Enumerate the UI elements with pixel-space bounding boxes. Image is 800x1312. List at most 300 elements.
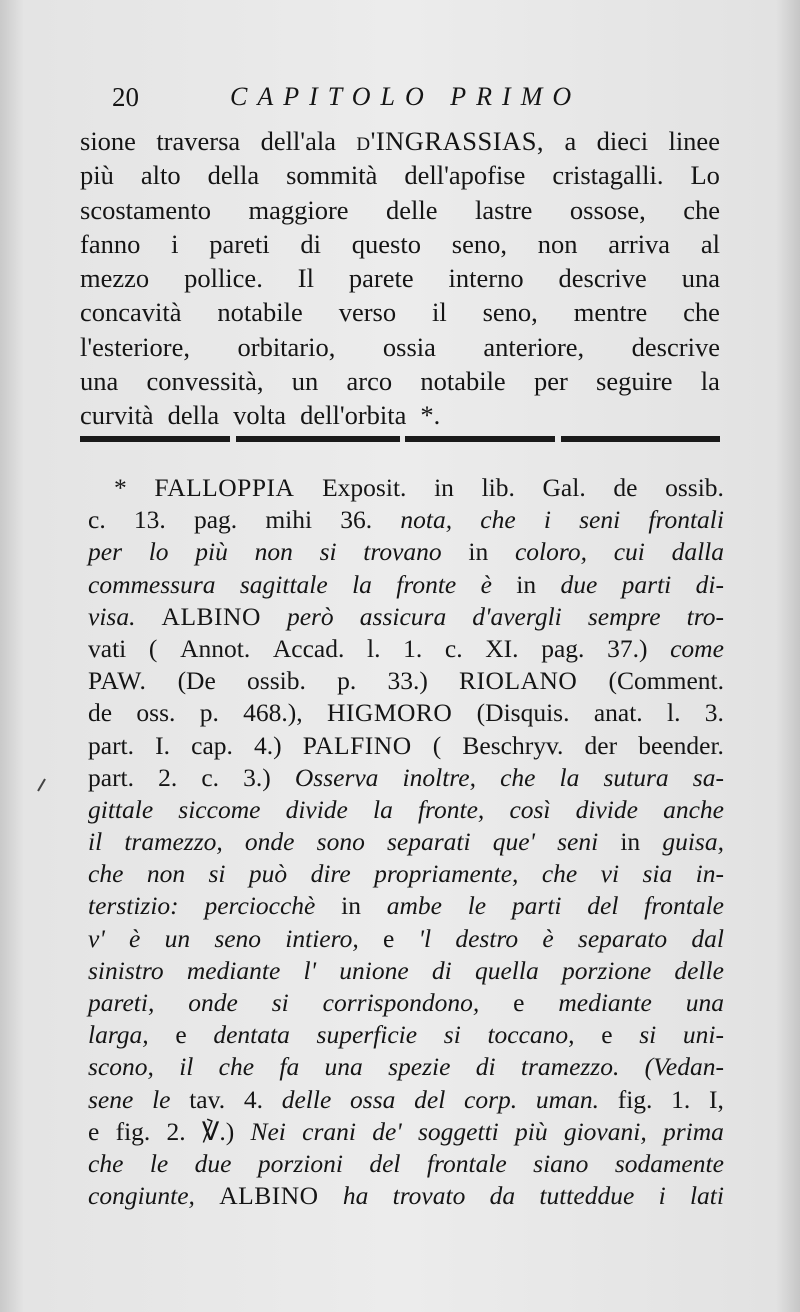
footnote-word: ℣.) (201, 1116, 235, 1146)
footnote-word: che (480, 505, 516, 535)
footnote-word: destro (455, 923, 519, 953)
footnote-word: del (414, 1084, 446, 1114)
word: a (564, 126, 577, 156)
footnote-word: seni (579, 505, 621, 535)
word: traversa (156, 126, 241, 156)
text-line (80, 124, 720, 158)
footnote-word: parti (621, 569, 672, 599)
footnote-word: però (286, 601, 334, 631)
word: l'esteriore, (80, 331, 190, 362)
word: più (80, 160, 114, 191)
footnote-word: Beschryv. (462, 730, 564, 760)
footnote-word: (Vedan- (644, 1052, 724, 1082)
footnote-word: (Comment. (608, 666, 724, 696)
page-header (112, 82, 730, 122)
footnote-word: ( (148, 633, 158, 663)
footnote-word: crani (302, 1116, 356, 1146)
footnote-word: uman. (535, 1084, 599, 1114)
footnote-word: gittale (88, 794, 154, 824)
word: seguire (596, 366, 673, 397)
footnote-word: del (369, 1148, 401, 1178)
footnote-word: I. (155, 730, 171, 760)
word: per (533, 366, 568, 397)
footnote-word: toccano, (487, 1020, 575, 1050)
footnote-word: Osserva (294, 762, 379, 792)
word: sommità (286, 160, 378, 191)
word: pareti (209, 228, 270, 259)
footnote-word: 4. (243, 1084, 263, 1114)
footnote-word: visa. (88, 601, 136, 631)
text-line (80, 295, 720, 329)
footnote-word: quella (474, 955, 539, 985)
footnote-word: 33.) (387, 666, 428, 696)
footnote-word: che (218, 1052, 255, 1082)
footnote-word: sagittale (239, 569, 328, 599)
footnote-word: (Disquis. (476, 698, 570, 728)
footnote-word: lati (689, 1181, 724, 1211)
word: dell'ala (260, 126, 336, 156)
footnote-word: delle (674, 955, 724, 985)
footnote-word: tramezzo, (124, 827, 223, 857)
footnote-word: larga, (88, 1020, 149, 1050)
footnote-line (88, 730, 724, 762)
footnote-word: de' (372, 1116, 402, 1146)
footnote-line (88, 794, 724, 826)
word: il (431, 297, 447, 328)
footnote-line (88, 504, 724, 536)
footnote-line (88, 1148, 724, 1180)
footnote-word: trovato (392, 1181, 466, 1211)
footnote-line (88, 601, 724, 633)
word: una (80, 366, 119, 397)
footnote-word: intiero, (285, 923, 359, 953)
footnote-word: in (620, 827, 641, 857)
footnote-word: perciocchè (204, 891, 316, 921)
footnote-word: nota, (400, 505, 453, 535)
footnote-word: ALBINO (219, 1181, 319, 1211)
word: un (291, 366, 319, 397)
footnote-word: anat. (593, 698, 643, 728)
footnote-word: delle (281, 1084, 332, 1114)
word: fanno (80, 228, 141, 259)
word: lastre (475, 194, 533, 225)
footnote-line (88, 826, 724, 858)
word: che (683, 194, 720, 225)
footnote-word: è (480, 569, 492, 599)
footnote-word: dalla (671, 537, 724, 567)
footnote-word: e (601, 1020, 613, 1050)
footnote-word: uni- (682, 1020, 724, 1050)
footnote-word: dal (691, 923, 724, 953)
word: concavità (80, 297, 182, 328)
footnote-word: per (88, 537, 122, 567)
footnote-word: più (515, 1116, 548, 1146)
word: convessità, (146, 366, 264, 397)
footnote-word: spezie (388, 1052, 451, 1082)
footnote-word: 468.), (243, 698, 303, 728)
footnote-word: inoltre, (402, 762, 476, 792)
footnote-word: (De (177, 666, 216, 696)
footnote-line (88, 858, 724, 890)
footnote-word: due (560, 569, 598, 599)
footnote-word: fronte (396, 569, 457, 599)
footnote-word: le (467, 891, 487, 921)
footnote-word: di (475, 1052, 496, 1082)
text-line (80, 261, 720, 295)
page-number: 20 (112, 82, 139, 112)
footnote-word: l. (667, 698, 681, 728)
footnote-word: frontale (644, 891, 724, 921)
footnote-word: sia (642, 859, 673, 889)
footnote-word: ( (432, 730, 442, 760)
word: mezzo (80, 263, 150, 294)
footnote-word: congiunte, (88, 1181, 195, 1211)
word: di (300, 228, 322, 259)
footnote-word: superficie (316, 1020, 418, 1050)
footnote-word: p. (199, 698, 219, 728)
footnote-word: de (88, 698, 113, 728)
footnote-word: come (670, 633, 724, 663)
footnote-word: si (443, 1020, 461, 1050)
footnote-word: tav. (189, 1084, 226, 1114)
footnote-line (88, 1019, 724, 1051)
word: la (700, 366, 720, 397)
footnote-word: si (271, 988, 289, 1017)
footnote-word: si (319, 537, 337, 567)
footnote-word: è (129, 923, 141, 953)
footnote-line (88, 697, 724, 729)
footnote-word: HIGMORO (327, 698, 453, 728)
word: ossia (382, 331, 436, 362)
word: volta (233, 400, 287, 431)
footnote-word: c. (88, 505, 106, 535)
footnote-word: i (543, 505, 551, 535)
footnote-word: onde (188, 988, 238, 1017)
footnote-line (88, 1116, 724, 1148)
footnote-word: che (88, 859, 124, 889)
word: interno (448, 263, 524, 294)
footnote-word: ossa (350, 1084, 396, 1114)
footnote-word: le (149, 1148, 169, 1178)
word: arco (346, 366, 393, 397)
footnote-word: d'avergli (472, 601, 562, 631)
word: al (700, 228, 720, 259)
footnote-word: soggetti (418, 1116, 499, 1146)
footnote-line (88, 1084, 724, 1116)
running-title: CAPITOLO PRIMO (230, 82, 582, 111)
footnote-word: porzione (561, 955, 652, 985)
footnote-word: Gal. (542, 473, 586, 502)
footnote-word: si (208, 859, 226, 889)
footnote-word: del (587, 891, 619, 921)
footnote-word: e (513, 988, 525, 1017)
footnote-word: l. (367, 633, 381, 663)
footnote-word: il (179, 1052, 194, 1082)
footnote-word: guisa, (662, 827, 724, 857)
footnote-word: XI. (485, 633, 519, 663)
footnote-word: tro- (686, 601, 724, 631)
footnote-word: pag. (193, 505, 238, 535)
footnote-line (88, 536, 724, 568)
word: della (207, 160, 260, 191)
footnote-word: 36. (340, 505, 373, 535)
footnote-line (88, 1051, 724, 1083)
footnote-line (88, 665, 724, 697)
footnote-word: dentata (213, 1020, 290, 1050)
footnote-word: porzioni (257, 1148, 343, 1178)
footnote-word: mihi (265, 505, 313, 535)
footnote-word: in (516, 569, 537, 599)
footnote-word: RIOLANO (459, 666, 578, 696)
footnote-word: di (431, 955, 452, 985)
word: delle (386, 194, 438, 225)
word: una (681, 263, 720, 294)
footnote-word: dire (310, 859, 351, 889)
footnote-word: lib. (481, 473, 515, 502)
footnote-word: 1. (403, 633, 423, 663)
footnote-word: di- (695, 569, 724, 599)
word: notabile (420, 366, 506, 397)
footnote-word: siano (533, 1148, 589, 1178)
text-line (80, 364, 720, 398)
footnote-word: fig. (115, 1116, 151, 1146)
footnote-word: 2. (166, 1116, 186, 1146)
footnote-word: vi (600, 859, 620, 889)
footnote-word: la (559, 762, 580, 792)
margin-mark (37, 778, 53, 795)
footnote-word: trovano (363, 537, 442, 567)
footnote-word: mediante (558, 988, 652, 1017)
footnote-word: lo (148, 537, 169, 567)
footnote-word: in- (695, 859, 724, 889)
footnote-word: che (500, 762, 536, 792)
footnote-word: * (114, 473, 127, 502)
word: linee (668, 126, 720, 156)
word: scostamento (80, 194, 211, 225)
footnote-line (88, 472, 724, 504)
footnote-word: 3.) (243, 762, 271, 792)
footnote-word: 'l (418, 923, 432, 953)
footnote-word: un (164, 923, 191, 953)
footnote-word: in (468, 537, 489, 567)
footnote-word: il (88, 827, 103, 857)
word: anteriore, (483, 331, 585, 362)
word: curvità (80, 400, 154, 431)
footnote-word: anche (663, 794, 724, 824)
word: Il (297, 263, 314, 294)
footnote-word: può (248, 859, 288, 889)
word: mentre (573, 297, 648, 328)
footnote-word: che (88, 1148, 124, 1178)
footnote-word: de (613, 473, 638, 502)
footnote-word: I, (709, 1084, 724, 1114)
text-line (80, 398, 720, 432)
footnote-word: e (88, 1116, 100, 1146)
word: ossose, (569, 194, 646, 225)
footnote-word: e (175, 1020, 187, 1050)
footnote-line (88, 1180, 724, 1212)
word: dieci (596, 126, 649, 156)
word: della (167, 400, 220, 431)
word: seno, (482, 297, 538, 328)
footnote-word: 4.) (254, 730, 282, 760)
footnote-word: ha (342, 1181, 369, 1211)
footnote-word: frontali (648, 505, 724, 535)
word: cristagalli. (552, 160, 664, 191)
footnote-word: in (341, 891, 361, 921)
footnote-word: 2. (158, 762, 178, 792)
footnote-word: ossib. (247, 666, 306, 696)
footnote-word: sono (316, 827, 365, 857)
word: dell'orbita (300, 400, 407, 431)
footnote-word: seni (557, 827, 599, 857)
footnote-word: scono, (88, 1052, 154, 1082)
footnote-word: siccome (178, 794, 261, 824)
footnote-word: PAW. (88, 666, 147, 696)
footnote-word: commessura (88, 569, 216, 599)
footnote-word: mediante (186, 955, 281, 985)
footnote-word: fig. (617, 1084, 653, 1114)
footnote-word: der (584, 730, 618, 760)
footnote-word: ALBINO (161, 601, 261, 631)
word: seno, (451, 228, 507, 259)
footnote-word: una (324, 1052, 363, 1082)
footnote-word: sinistro (88, 955, 164, 985)
word: questo (351, 228, 421, 259)
word: alto (140, 160, 181, 191)
footnote-word: i (658, 1181, 666, 1211)
word: verso (338, 297, 397, 328)
footnote-word: p. (337, 666, 357, 696)
footnote-line (88, 955, 724, 987)
footnote-word: così (509, 794, 551, 824)
footnote-word: fronte, (417, 794, 485, 824)
word: descrive (631, 331, 720, 362)
footnote-word: l' (303, 955, 317, 985)
footnote-word: c. (201, 762, 220, 792)
footnote-word: frontale (426, 1148, 507, 1178)
word: dell'apofise (404, 160, 526, 191)
footnote-line (88, 923, 724, 955)
footnote-word: sempre (587, 601, 661, 631)
footnote-word: non (254, 537, 293, 567)
footnote-word: c. (444, 633, 463, 663)
footnote-word: più (195, 537, 228, 567)
footnote-word: pareti, (88, 988, 155, 1017)
footnote-word: tramezzo. (520, 1052, 620, 1082)
word: d'INGRASSIAS, (356, 126, 545, 156)
word: parete (348, 263, 414, 294)
footnote-word: oss. (136, 698, 176, 728)
text-line (80, 193, 720, 227)
footnote-word: due (194, 1148, 232, 1178)
footnote-word: separati (386, 827, 471, 857)
footnote-word: sutura (603, 762, 669, 792)
footnote-word: seno (214, 923, 262, 953)
footnote-word: assicura (359, 601, 447, 631)
footnote-word: unione (339, 955, 409, 985)
footnote-word: onde (244, 827, 295, 857)
text-line (80, 330, 720, 364)
footnote-line (88, 890, 724, 922)
footnote-word: cui (613, 537, 645, 567)
footnote-word: cap. (191, 730, 233, 760)
main-text (80, 124, 720, 433)
footnote-word: una (685, 988, 724, 1017)
word: sione (80, 126, 136, 156)
footnote-word: PALFINO (302, 730, 412, 760)
footnote-word: beender. (638, 730, 724, 760)
footnote-word: sene (88, 1084, 134, 1114)
footnote-word: fa (279, 1052, 300, 1082)
footnote-word: prima (662, 1116, 724, 1146)
footnote-word: Annot. (180, 633, 251, 663)
footnote-word: vati (88, 633, 127, 663)
footnote-word: Nei (250, 1116, 286, 1146)
word: descrive (558, 263, 647, 294)
footnote-word: in (434, 473, 454, 502)
word: Lo (690, 160, 720, 191)
footnote-word: propriamente, (374, 859, 519, 889)
footnote-word: divide (285, 794, 348, 824)
footnote-word: parti (511, 891, 562, 921)
text-line (80, 227, 720, 261)
footnote (88, 472, 724, 1212)
word: maggiore (248, 194, 349, 225)
word: che (683, 297, 720, 328)
word: arriva (608, 228, 671, 259)
footnote-word: si (639, 1020, 657, 1050)
footnote-word: è (542, 923, 554, 953)
footnote-word: separato (577, 923, 668, 953)
word: *. (420, 400, 441, 431)
footnote-word: la (352, 569, 372, 599)
footnote-line (88, 987, 724, 1019)
footnote-word: 13. (133, 505, 166, 535)
word: pollice. (184, 263, 263, 294)
footnote-word: sa- (692, 762, 724, 792)
footnote-line (88, 569, 724, 601)
footnote-word: corrispondono, (322, 988, 480, 1017)
footnote-word: v' (88, 923, 105, 953)
footnote-word: 37.) (607, 633, 648, 663)
footnote-line (88, 762, 724, 794)
footnote-word: divide (575, 794, 638, 824)
footnote-word: e (382, 923, 395, 953)
footnote-word: ambe (386, 891, 442, 921)
footnote-word: 1. (671, 1084, 691, 1114)
footnote-word: coloro, (514, 537, 587, 567)
footnote-word: giovani, (563, 1116, 647, 1146)
footnote-separator-rule (80, 436, 720, 442)
footnote-word: que' (492, 827, 535, 857)
word: i (171, 228, 179, 259)
footnote-word: 3. (704, 698, 724, 728)
footnote-word: corp. (464, 1084, 518, 1114)
footnote-word: da (489, 1181, 516, 1211)
footnote-word: part. (88, 730, 135, 760)
footnote-line (88, 633, 724, 665)
word: non (537, 228, 578, 259)
word: notabile (217, 297, 303, 328)
text-line (80, 158, 720, 192)
footnote-word: che (541, 859, 578, 889)
footnote-word: FALLOPPIA (154, 473, 295, 502)
footnote-word: tutteddue (539, 1181, 635, 1211)
footnote-word: Accad. (272, 633, 345, 663)
footnote-word: la (373, 794, 393, 824)
footnote-word: le (152, 1084, 171, 1114)
